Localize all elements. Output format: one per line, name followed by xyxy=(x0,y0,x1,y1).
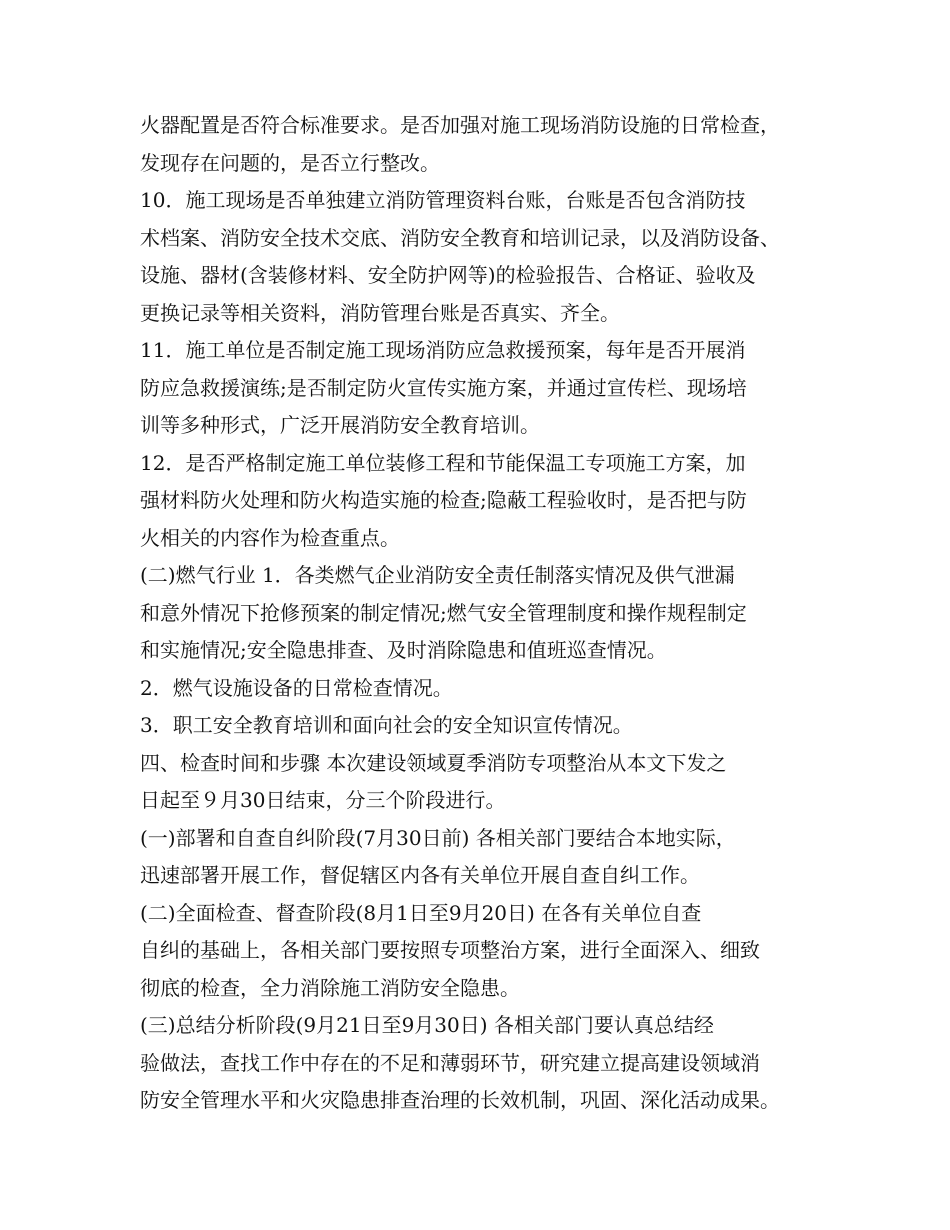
text-line: 火相关的内容作为检查重点。 xyxy=(140,525,400,550)
text-line: 11．施工单位是否制定施工现场消防应急救援预案，每年是否开展消 xyxy=(140,338,746,362)
text-line: 日起至９月30日结束，分三个阶段进行。 xyxy=(140,788,506,812)
text-line: (二)全面检查、督查阶段(8月1日至9月20日) 在各有关单位自查 xyxy=(140,900,702,925)
text-line: (三)总结分析阶段(9月21日至9月30日) 各相关部门要认真总结经 xyxy=(140,1013,714,1037)
text-line: 发现存在问题的，是否立行整改。 xyxy=(140,150,440,175)
text-line: 强材料防火处理和防火构造实施的检查;隐蔽工程验收时，是否把与防 xyxy=(140,488,747,512)
text-line: 和意外情况下抢修预案的制定情况;燃气安全管理制度和操作规程制定 xyxy=(140,600,747,625)
text-line: 3．职工安全教育培训和面向社会的安全知识宣传情况。 xyxy=(140,713,633,737)
text-line: 12．是否严格制定施工单位装修工程和节能保温工专项施工方案，加 xyxy=(140,450,746,475)
text-line: 四、检查时间和步骤 本次建设领域夏季消防专项整治从本文下发之 xyxy=(140,750,727,775)
text-line: 更换记录等相关资料，消防管理台账是否真实、齐全。 xyxy=(140,300,620,325)
text-line: 彻底的检查，全力消除施工消防安全隐患。 xyxy=(140,975,520,1000)
text-line: 防安全管理水平和火灾隐患排查治理的长效机制，巩固、深化活动成果。 xyxy=(140,1088,780,1112)
text-line: (二)燃气行业 1．各类燃气企业消防安全责任制落实情况及供气泄漏 xyxy=(140,563,735,587)
text-line: 10．施工现场是否单独建立消防管理资料台账，台账是否包含消防技 xyxy=(140,188,746,212)
text-line: 火器配置是否符合标准要求。是否加强对施工现场消防设施的日常检查， xyxy=(140,113,780,137)
text-line: 自纠的基础上，各相关部门要按照专项整治方案，进行全面深入、细致 xyxy=(140,938,760,962)
text-line: 验做法，查找工作中存在的不足和薄弱环节，研究建立提高建设领域消 xyxy=(140,1050,760,1075)
text-line: 设施、器材(含装修材料、安全防护网等)的检验报告、合格证、验收及 xyxy=(140,263,756,287)
text-line: 训等多种形式，广泛开展消防安全教育培训。 xyxy=(140,413,540,437)
text-line: 2．燃气设施设备的日常检查情况。 xyxy=(140,675,453,700)
text-line: (一)部署和自查自纠阶段(7月30日前) 各相关部门要结合本地实际， xyxy=(140,825,736,850)
document-body xyxy=(140,107,830,1120)
text-line: 和实施情况;安全隐患排查、及时消除隐患和值班巡查情况。 xyxy=(140,638,667,662)
text-line: 迅速部署开展工作，督促辖区内各有关单位开展自查自纠工作。 xyxy=(140,863,700,887)
text-line: 防应急救援演练;是否制定防火宣传实施方案，并通过宣传栏、现场培 xyxy=(140,375,747,400)
text-line: 术档案、消防安全技术交底、消防安全教育和培训记录，以及消防设备、 xyxy=(140,225,780,250)
